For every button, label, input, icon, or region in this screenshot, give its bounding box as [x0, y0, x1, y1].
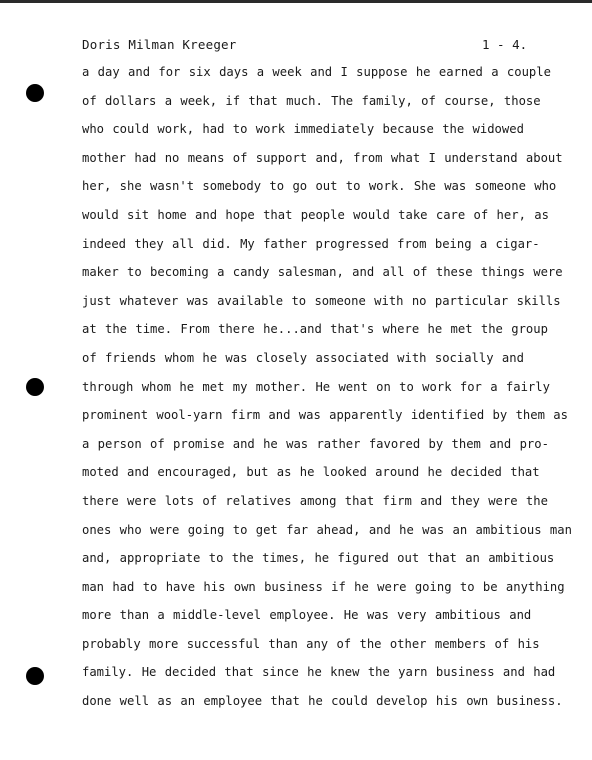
text-line: family. He decided that since he knew the yarn business and had	[82, 665, 556, 680]
text-line: who could work, had to work immediately because the widowed	[82, 122, 524, 137]
transcript-body	[82, 65, 572, 723]
text-line: man had to have his own business if he were going to be anything	[82, 579, 565, 594]
text-line: of friends whom he was closely associated with socially and	[82, 350, 524, 365]
text-line: maker to becoming a candy salesman, and all of these things were	[82, 265, 563, 280]
text-line: prominent wool-yarn firm and was apparently identified by them as	[82, 408, 568, 423]
text-line: moted and encouraged, but as he looked around he decided that	[82, 465, 540, 480]
header-page-number: 1 - 4.	[482, 37, 528, 52]
text-line: at the time. From there he...and that's where he met the group	[82, 322, 548, 337]
text-line: mother had no means of support and, from what I understand about	[82, 150, 563, 165]
text-line: just whatever was available to someone with no particular skills	[82, 293, 561, 308]
text-line: indeed they all did. My father progressed from being a cigar-	[82, 236, 540, 251]
top-border-line	[0, 0, 592, 3]
binder-hole	[26, 378, 44, 396]
text-line: a day and for six days a week and I suppose he earned a couple	[82, 65, 551, 79]
text-line: more than a middle-level employee. He was very ambitious and	[82, 608, 532, 623]
text-line: her, she wasn't somebody to go out to work. She was someone who	[82, 179, 557, 194]
text-line: and, appropriate to the times, he figured out that an ambitious	[82, 551, 555, 566]
text-line: would sit home and hope that people would take care of her, as	[82, 207, 549, 222]
text-line: through whom he met my mother. He went on to work for a fairly	[82, 379, 550, 394]
text-line: of dollars a week, if that much. The family, of course, those	[82, 93, 541, 108]
binder-hole	[26, 84, 44, 102]
text-line: a person of promise and he was rather favored by them and pro-	[82, 436, 549, 451]
text-line: done well as an employee that he could develop his own business.	[82, 694, 563, 709]
text-line: probably more successful than any of the other members of his	[82, 636, 540, 651]
text-line: there were lots of relatives among that firm and they were the	[82, 493, 548, 508]
binder-hole	[26, 667, 44, 685]
header-author-name: Doris Milman Kreeger	[82, 37, 237, 52]
text-line: ones who were going to get far ahead, and he was an ambitious man	[82, 522, 572, 537]
